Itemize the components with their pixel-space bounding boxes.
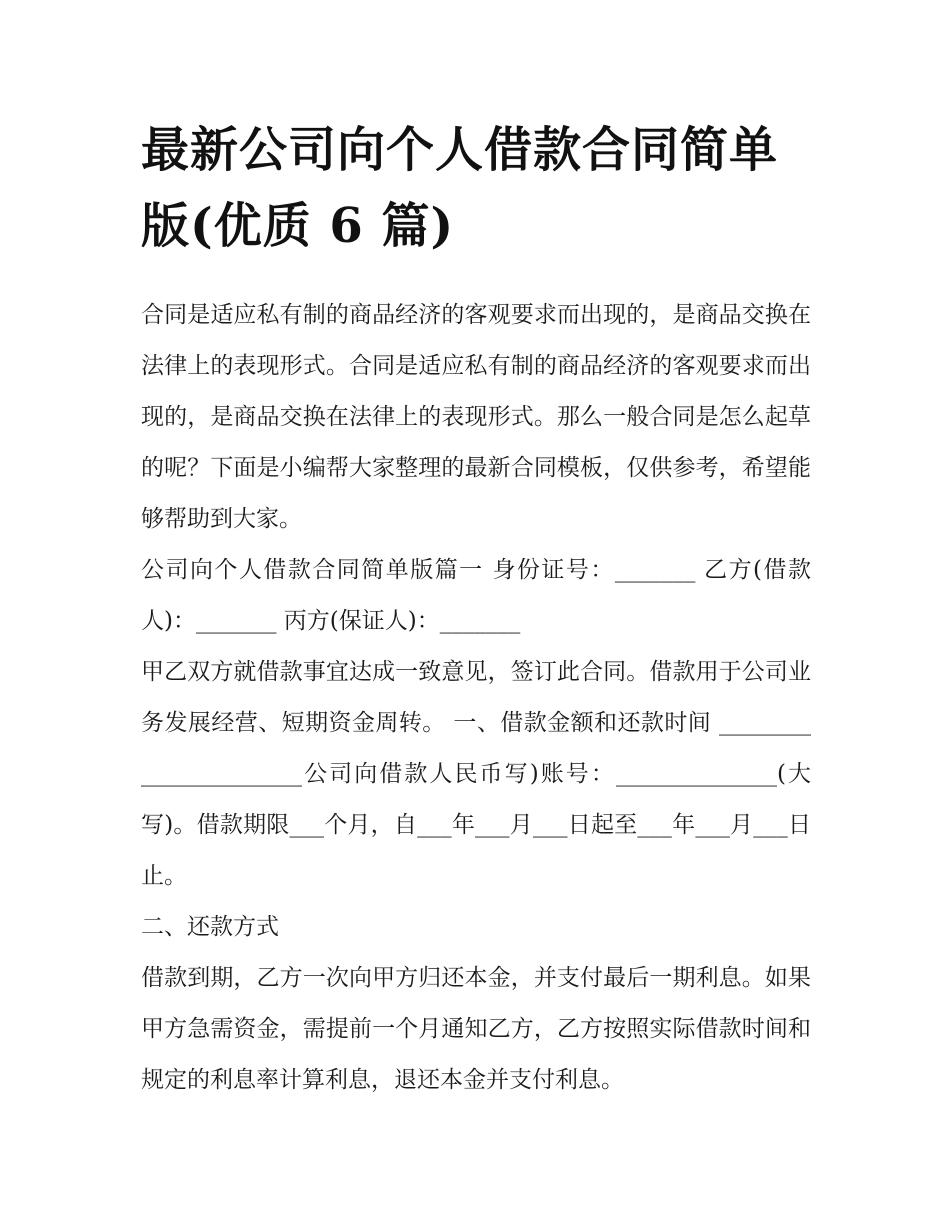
repayment-paragraph: 借款到期，乙方一次向甲方归还本金，并支付最后一期利息。如果甲方急需资金，需提前一个月通知乙方，乙方按照实际借款时间和规定的利息率计算利息，退还本金并支付利息。 [141,965,811,1093]
parties-paragraph: 公司向个人借款合同简单版篇一 身份证号：_______ 乙方(借款人)：_______ 丙方(保证人)：_______ [141,557,811,634]
document-page [141,112,811,1106]
section-heading-repayment: 二、还款方式 [141,914,279,940]
loan-terms-paragraph: 甲乙双方就借款事宜达成一致意见，签订此合同。借款用于公司业务发展经营、短期资金周转。 一、借款金额和还款时间 ______________________公司向借款人民币写)账号：______________(大写)。借款期限___个月，自___年___月___日起至___年___月___日止。 [141,659,811,889]
intro-paragraph: 合同是适应私有制的商品经济的客观要求而出现的，是商品交换在法律上的表现形式。合同是适应私有制的商品经济的客观要求而出现的，是商品交换在法律上的表现形式。那么一般合同是怎么起草的呢？下面是小编帮大家整理的最新合同模板，仅供参考，希望能够帮助到大家。 [141,302,811,532]
document-title [141,112,811,264]
document-title-line-2: 版(优质 6 篇) [141,198,455,254]
document-title-line-1: 最新公司向个人借款合同简单 [141,122,779,178]
